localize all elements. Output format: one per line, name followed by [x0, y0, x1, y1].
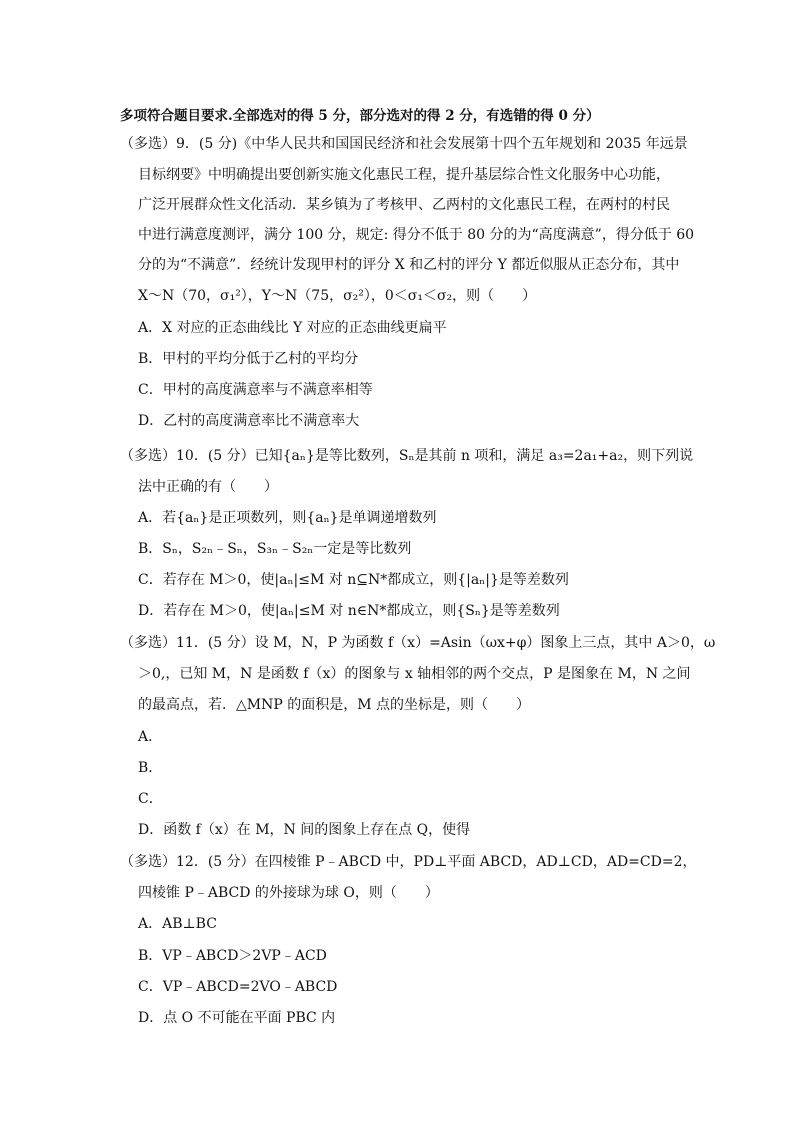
q11-option-b: B． [138, 760, 163, 776]
q9-line-3: 广泛开展群众性文化活动．某乡镇为了考核甲、乙两村的文化惠民工程，在两村的村民 [138, 197, 670, 213]
q9-option-c: C．甲村的高度满意率与不满意率相等 [138, 382, 373, 398]
q11-option-d: D．函数 f（x）在 M，N 间的图象上存在点 Q，使得 [138, 822, 471, 838]
q9-line-2: 目标纲要》中明确提出要创新实施文化惠民工程，提升基层综合性文化服务中心功能， [138, 167, 670, 183]
q11-line-3: 的最高点，若．△MNP 的面积是，M 点的坐标是，则（ ） [138, 697, 531, 713]
q10-line-2: 法中正确的有（ ） [138, 479, 278, 495]
q9-option-d: D．乙村的高度满意率比不满意率大 [138, 413, 360, 429]
q9-line-6: X～N（70，σ₁²），Y～N（75，σ₂²），0＜σ₁＜σ₂，则（ ） [138, 288, 537, 304]
q11-line-1: （多选）11．(5 分）设 M，N，P 为函数 f（x）=Asin（ωx+φ）图象上三点，其中 A＞0，ω [120, 635, 716, 651]
q12-line-2: 四棱锥 P﹣ABCD 的外接球为球 O，则（ ） [138, 885, 439, 901]
q10-option-c: C．若存在 M＞0，使|aₙ|≤M 对 n⊆N*都成立，则{|aₙ|}是等差数列 [138, 572, 569, 588]
q9-line-4: 中进行满意度测评，满分 100 分，规定: 得分不低于 80 分的为“高度满意”，得分低于 60 [138, 227, 695, 243]
q11-option-c: C． [138, 791, 163, 807]
q9-line-1: （多选）9．(5 分)《中华人民共和国国民经济和社会发展第十四个五年规划和 2035 年远景 [120, 136, 688, 152]
section-instruction: 多项符合题目要求.全部选对的得 5 分，部分选对的得 2 分，有选错的得 0 分） [120, 108, 600, 124]
q12-option-b: B．VP﹣ABCD＞2VP﹣ACD [138, 948, 327, 964]
q10-option-a: A．若{aₙ}是正项数列，则{aₙ}是单调递增数列 [138, 510, 437, 526]
q11-line-2: ＞0,，已知 M，N 是函数 f（x）的图象与 x 轴相邻的两个交点，P 是图象在 M，N 之间 [138, 666, 691, 682]
q12-option-c: C．VP﹣ABCD=2VO﹣ABCD [138, 979, 338, 995]
q10-option-b: B．Sₙ，S₂ₙ﹣Sₙ，S₃ₙ﹣S₂ₙ一定是等比数列 [138, 541, 412, 557]
q9-option-b: B．甲村的平均分低于乙村的平均分 [138, 351, 359, 367]
q10-option-d: D．若存在 M＞0，使|aₙ|≤M 对 n∈N*都成立，则{Sₙ}是等差数列 [138, 603, 560, 619]
q12-option-d: D．点 O 不可能在平面 PBC 内 [138, 1010, 336, 1026]
q10-line-1: （多选）10．(5 分）已知{aₙ}是等比数列，Sₙ是其前 n 项和，满足 a₃=2a₁+a₂，则下列说 [120, 448, 694, 464]
q11-option-a: A． [138, 729, 163, 745]
q9-line-5: 分的为“不满意”．经统计发现甲村的评分 X 和乙村的评分 Y 都近似服从正态分布，其中 [138, 257, 680, 273]
q9-option-a: A．X 对应的正态曲线比 Y 对应的正态曲线更扁平 [138, 320, 447, 336]
q12-line-1: （多选）12．(5 分）在四棱锥 P﹣ABCD 中，PD⊥平面 ABCD，AD⊥CD，AD=CD=2， [120, 854, 697, 870]
q12-option-a: A．AB⊥BC [138, 916, 217, 932]
